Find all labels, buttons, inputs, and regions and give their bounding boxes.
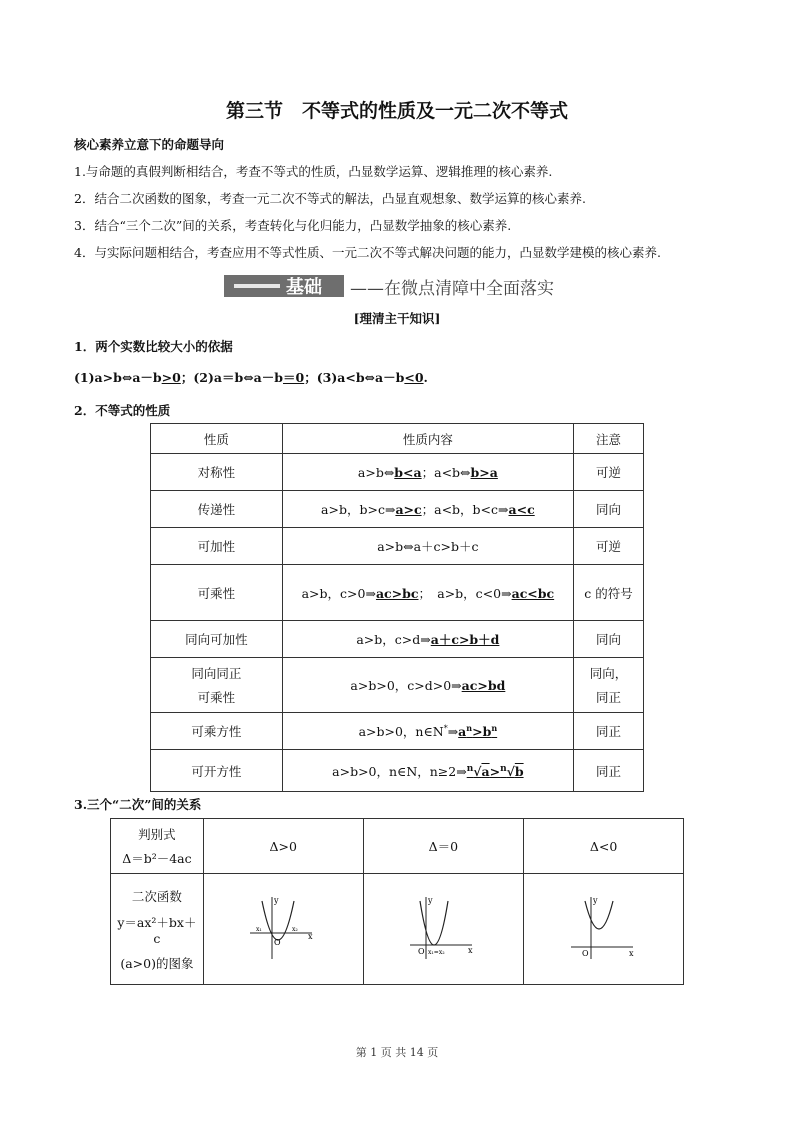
three-quadratics-table <box>110 818 684 985</box>
graph-no-root <box>524 874 684 985</box>
part1-mid2: ；(3)a<b⇔a－b <box>304 370 405 385</box>
label-line: (a>0)的图象 <box>120 955 194 971</box>
property-content <box>282 750 573 792</box>
content-blank: $^n$√a>$^n$√b <box>466 763 524 779</box>
root-index: n <box>500 763 507 774</box>
page-footer: 第 1 页 共 14 页 <box>355 1046 439 1059</box>
content-text: ⇒ <box>447 724 459 739</box>
direction-4: 4．与实际问题相结合，考查应用不等式性质、一元二次不等式解决问题的能力，凸显数学建模的核心素养. <box>74 245 661 260</box>
root-radicand: b <box>514 763 524 779</box>
graph-label <box>111 874 204 985</box>
label-line: 判别式 <box>138 827 176 842</box>
content-text: a>b>0，c>d>0⇒ <box>350 678 462 693</box>
content-blank: ac<bc <box>511 585 555 601</box>
note-line: 同向， <box>589 666 628 681</box>
root-radicand: a <box>481 763 490 779</box>
property-name: 可加性 <box>151 528 283 565</box>
content-blank: b<a <box>394 465 422 480</box>
content-blank: a>c <box>395 502 422 517</box>
content-sup: * <box>443 723 448 733</box>
content-blank: b>a <box>470 465 498 480</box>
property-content <box>282 713 573 750</box>
name-line: 同向同正 <box>191 666 242 681</box>
header-note: 注意 <box>574 424 644 454</box>
table-row <box>151 491 644 528</box>
direction-2: 2．结合二次函数的图象，考查一元二次不等式的解法，凸显直观想象、数学运算的核心素养. <box>74 191 586 206</box>
part1-content <box>74 368 428 386</box>
property-name: 同向可加性 <box>151 621 283 658</box>
property-name <box>151 658 283 713</box>
table-row <box>151 565 644 621</box>
property-note: 同正 <box>574 713 644 750</box>
content-text: a>b，c>d⇒ <box>356 632 431 647</box>
root-index: n <box>466 763 474 774</box>
case-zero: Δ＝0 <box>363 819 524 874</box>
header-content: 性质内容 <box>282 424 573 454</box>
content-text: ；a<b⇔ <box>421 465 471 480</box>
content-text: ； a>b，c<0⇒ <box>418 585 512 601</box>
y-label: y <box>274 895 279 905</box>
property-content <box>282 454 573 491</box>
property-content <box>282 491 573 528</box>
x-label: x <box>468 945 473 955</box>
part3-heading: 3.三个“二次”间的关系 <box>74 797 202 812</box>
parabola-curve <box>262 901 294 940</box>
property-note: 同正 <box>574 750 644 792</box>
label-line: Δ＝b²－4ac <box>122 851 192 866</box>
part1-blank3: <0 <box>404 370 424 385</box>
basics-banner <box>224 271 564 301</box>
origin-label: O <box>581 948 589 958</box>
property-note <box>574 658 644 713</box>
property-content <box>282 658 573 713</box>
graph-one-root <box>363 874 524 985</box>
case-negative: Δ<0 <box>524 819 684 874</box>
property-content <box>282 621 573 658</box>
label-line: y＝ax²＋bx＋c <box>117 914 197 946</box>
property-content <box>282 565 573 621</box>
x-label: x <box>628 948 634 958</box>
property-name: 可乘方性 <box>151 713 283 750</box>
note-line: 同正 <box>596 690 622 705</box>
property-note: 同向 <box>574 491 644 528</box>
property-name: 传递性 <box>151 491 283 528</box>
discriminant-label <box>111 819 204 874</box>
header-property: 性质 <box>151 424 283 454</box>
power-exp: n <box>466 722 473 733</box>
root-sign: > <box>489 763 501 779</box>
origin-label: O <box>418 946 425 956</box>
property-name: 对称性 <box>151 454 283 491</box>
table-row <box>151 528 644 565</box>
root-label: x₁=x₂ <box>428 948 446 956</box>
table-header-row <box>151 424 644 454</box>
label-line: 二次函数 <box>131 888 182 904</box>
property-note: c 的符号 <box>574 565 644 621</box>
part1-blank2: ＝0 <box>283 370 305 385</box>
banner-bar <box>224 275 344 297</box>
y-label: y <box>428 895 433 905</box>
part1-blank1: >0 <box>161 370 181 385</box>
table-row <box>151 750 644 792</box>
parabola-curve <box>585 901 613 929</box>
power-base: >b <box>472 724 492 739</box>
properties-table <box>150 423 644 792</box>
content-blank: ac>bc <box>375 585 419 601</box>
origin-label: O <box>274 937 281 947</box>
property-name: 可开方性 <box>151 750 283 792</box>
content-text: a>b⇔ <box>357 465 395 480</box>
banner-label: 基础 <box>286 277 322 298</box>
section-heading: 核心素养立意下的命题导向 <box>74 137 225 152</box>
property-content: a>b⇔a＋c>b＋c <box>282 528 573 565</box>
part1-end: . <box>423 370 428 385</box>
parabola-no-root-graph <box>569 893 639 963</box>
table-row <box>111 819 684 874</box>
y-label: y <box>592 895 598 905</box>
content-text: a>b>0，n∈N，n≥2⇒ <box>332 763 467 779</box>
content-text: ；a<b，b<c⇒ <box>421 502 509 517</box>
root-x2-label: x₂ <box>292 925 298 933</box>
content-text: a>b，b>c⇒ <box>321 502 396 517</box>
table-row <box>151 713 644 750</box>
content-blank: a＋c>b＋d <box>430 632 500 647</box>
parabola-one-root-graph <box>408 893 478 963</box>
banner-slogan: ——在微点清障中全面落实 <box>350 279 554 299</box>
content-text: a>b，c>0⇒ <box>301 585 376 601</box>
content-text: a>b>0，n∈N <box>358 724 444 739</box>
x-label: x <box>308 931 313 941</box>
table-row <box>151 621 644 658</box>
table-row <box>111 874 684 985</box>
table-row <box>151 658 644 713</box>
graph-two-roots <box>203 874 363 985</box>
case-positive: Δ>0 <box>203 819 363 874</box>
property-note: 可逆 <box>574 528 644 565</box>
property-note: 可逆 <box>574 454 644 491</box>
part2-heading: 2．不等式的性质 <box>74 403 171 418</box>
part1-mid1: ；(2)a＝b⇔a－b <box>180 370 284 385</box>
parabola-two-roots-graph <box>248 893 318 963</box>
part1-prefix: (1)a>b⇔a－b <box>74 370 162 385</box>
power-exp: n <box>491 722 498 733</box>
property-name: 可乘性 <box>151 565 283 621</box>
subheading: [理清主干知识] <box>353 311 441 326</box>
power-base: a <box>458 724 467 739</box>
direction-1: 1.与命题的真假判断相结合，考查不等式的性质，凸显数学运算、逻辑推理的核心素养. <box>74 164 553 179</box>
page-title: 第三节 不等式的性质及一元二次不等式 <box>225 100 568 122</box>
root-x1-label: x₁ <box>256 925 262 933</box>
direction-3: 3．结合“三个二次”间的关系，考查转化与化归能力，凸显数学抽象的核心素养. <box>74 218 512 233</box>
name-line: 可乘性 <box>197 690 236 705</box>
parabola-curve <box>420 901 448 945</box>
content-blank: ac>bd <box>461 678 506 693</box>
property-note: 同向 <box>574 621 644 658</box>
content-blank <box>458 724 497 739</box>
content-blank: a<c <box>508 502 535 517</box>
part1-heading: 1．两个实数比较大小的依据 <box>74 339 233 354</box>
table-row <box>151 454 644 491</box>
